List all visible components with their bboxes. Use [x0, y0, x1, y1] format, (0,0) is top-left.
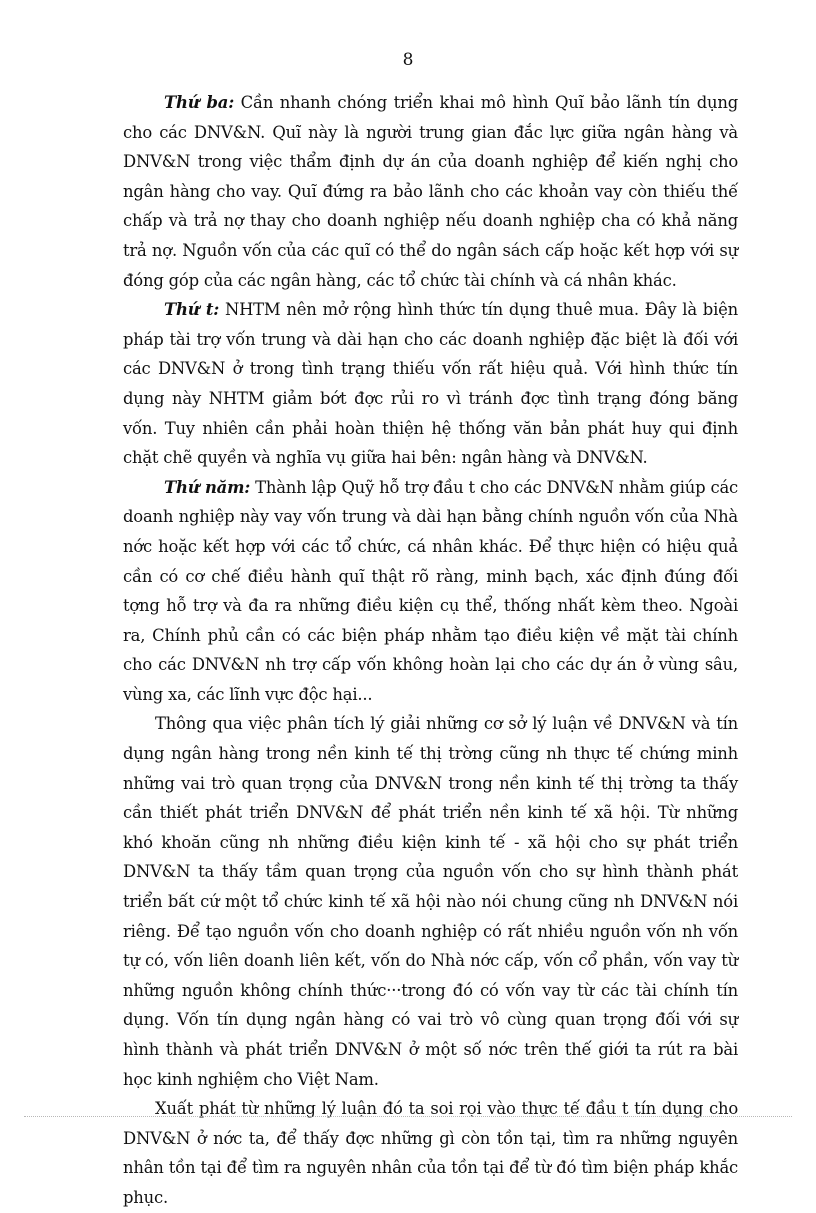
paragraph-conclusion: Xuất phát từ những lý luận đó ta soi rọi vào thực tế đầu t tín dụng cho DNV&N ở nớc ta, để thấy đợc những gì còn tồn tại, tìm ra những nguyên nhân tồn tại để tìm ra nguyên nhân của tồn tại để từ đó tìm biện pháp khắc phục. — [123, 1099, 738, 1207]
paragraph-thu-ba — [123, 88, 738, 295]
paragraph-thu-nam — [123, 473, 738, 710]
page-number: 8 — [402, 50, 414, 70]
paragraph-label: Thứ năm: — [164, 477, 251, 497]
document-body — [123, 88, 738, 1213]
paragraph-summary: Thông qua việc phân tích lý giải những cơ sở lý luận về DNV&N và tín dụng ngân hàng trong nền kinh tế thị trờng cũng nh thực tế chứng minh những vai trò quan trọng của DNV&N trong nền kinh tế thị trờng ta thấy cần thiết phát triển DNV&N để phát triển nền kinh tế xã hội. Từ những khó khoăn cũng nh những điều kiện kinh tế - xã hội cho sự phát triển DNV&N ta thấy tầm quan trọng của nguồn vốn cho sự hình thành phát triển bất cứ một tổ chức kinh tế xã hội nào nói chung cũng nh DNV&N nói riêng. Để tạo nguồn vốn cho doanh nghiệp có rất nhiều nguồn vốn nh vốn tự có, vốn liên doanh liên kết, vốn do Nhà nớc cấp, vốn cổ phần, vốn vay từ những nguồn không chính thức···trong đó có vốn vay từ các tài chính tín dụng. Vốn tín dụng ngân hàng có vai trò vô cùng quan trọng đối với sự hình thành và phát triển DNV&N ở một số nớc trên thế giới ta rút ra bài học kinh nghiệm cho Việt Nam. — [123, 714, 738, 1089]
paragraph-text: Cần nhanh chóng triển khai mô hình Quĩ bảo lãnh tín dụng cho các DNV&N. Quĩ này là người trung gian đắc lực giữa ngân hàng và DNV&N trong việc thẩm định dự án của doanh nghiệp để kiến nghị cho ngân hàng cho vay. Quĩ đứng ra bảo lãnh cho các khoản vay còn thiếu thế chấp và trả nợ thay cho doanh nghiệp nếu doanh nghiệp cha có khả năng trả nợ. Nguồn vốn của các quĩ có thể do ngân sách cấp hoặc kết hợp với sự đóng góp của các ngân hàng, các tổ chức tài chính và cá nhân khác. — [123, 93, 738, 290]
paragraph-label: Thứ t: — [164, 300, 220, 320]
paragraph-text: Thành lập Quỹ hỗ trợ đầu t cho các DNV&N nhằm giúp các doanh nghiệp này vay vốn trung và dài hạn bằng chính nguồn vốn của Nhà nớc hoặc kết hợp với các tổ chức, cá nhân khác. Để thực hiện có hiệu quả cần có cơ chế điều hành quĩ thật rõ ràng, minh bạch, xác định đúng đối tợng hỗ trợ và đa ra những điều kiện cụ thể, thống nhất kèm theo. Ngoài ra, Chính phủ cần có các biện pháp nhằm tạo điều kiện về mặt tài chính cho các DNV&N nh trợ cấp vốn không hoàn lại cho các dự án ở vùng sâu, vùng xa, các lĩnh vực độc hại... — [123, 477, 738, 704]
paragraph-thu-tu — [123, 295, 738, 473]
paragraph-text: NHTM nên mở rộng hình thức tín dụng thuê mua. Đây là biện pháp tài trợ vốn trung và dài hạn cho các doanh nghiệp đặc biệt là đối với các DNV&N ở trong tình trạng thiếu vốn rất hiệu quả. Với hình thức tín dụng này NHTM giảm bớt đợc rủi ro vì tránh đợc tình trạng đóng băng vốn. Tuy nhiên cần phải hoàn thiện hệ thống văn bản phát huy qui định chặt chẽ quyền và nghĩa vụ giữa hai bên: ngân hàng và DNV&N. — [123, 300, 738, 468]
paragraph-label: Thứ ba: — [164, 93, 235, 112]
page-bottom-divider — [24, 1116, 792, 1117]
